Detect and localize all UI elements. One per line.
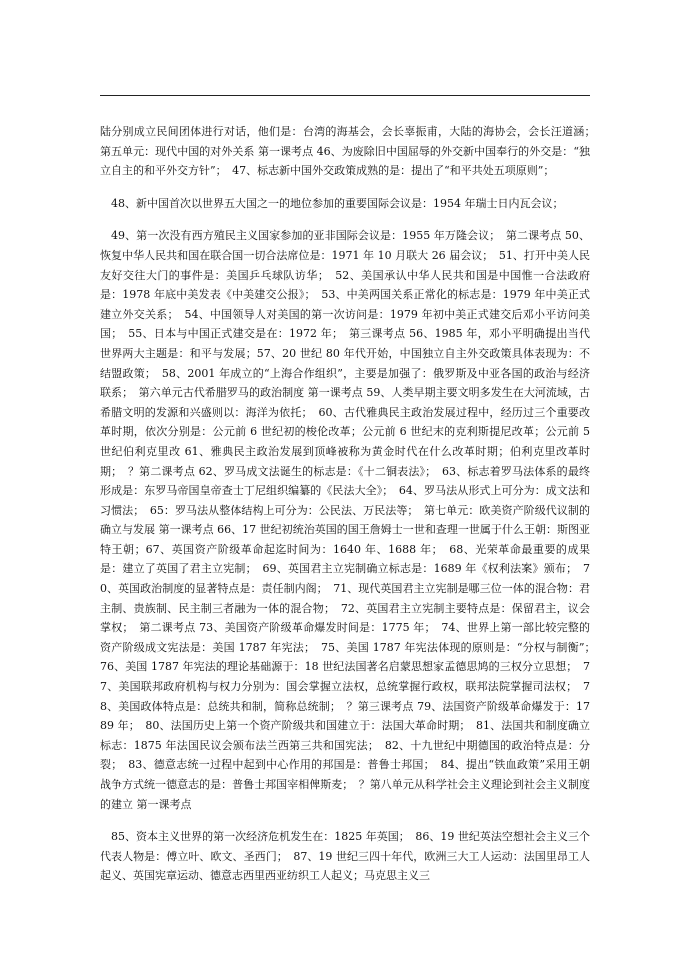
paragraph-continuation: 陆分别成立民间团体进行对话，他们是：台湾的海基会，会长辜振甫，大陆的海协会，会长汪道涵； 第五单元：现代中国的对外关系 第一课考点 46、为废除旧中国屈辱的外交新中国奉行的外交是：“独立自主的和平外交方针”； 47、标志新中国外交政策成熟的是：提出了“和平共处五项原则”； [100,125,601,178]
paragraph-items-85-87: 85、资本主义世界的第一次经济危机发生在：1825 年英国； 86、19 世纪英法空想社会主义三个代表人物是：傅立叶、欧文、圣西门； 87、19 世纪三四十年代，欧洲三大工人运动：法国里昂工人起义、英国宪章运动、德意志西里西亚纺织工人起义；马克思主义三 [100,830,590,883]
header-rule [100,95,590,96]
document-body [100,122,601,886]
paragraph-items-49-84: 49、第一次没有西方殖民主义国家参加的亚非国际会议是：1955 年万隆会议； 第二课考点 50、恢复中华人民共和国在联合国一切合法席位是：1971 年 10 月联大 26 届会议； 51、打开中美人民友好交往大门的事件是：美国乒乓球队访华； 52、美国承认中华人民共和国是中国惟一合法政府是：1978 年底中美发表《中美建交公报》； 53、中美两国关系正常化的标志是：1979 年中美正式建立外交关系； 54、中国领导人对美国的第一次访问是：1979 年初中美正式建交后邓小平访问美国； 55、日本与中国正式建交是在：1972 年； 第三课考点 56、1985 年，邓小平明确提出当代世界两大主题是：和平与发展；57、20 世纪 80 年代开始，中国独立自主外交政策具体表现为：不结盟政策； 58、2001 年成立的“上海合作组织”，主要是加强了：俄罗斯及中亚各国的政治与经济联系； 第六单元古代希腊罗马的政治制度 第一课考点 59、人类早期主要文明多发生在大河流域，古希腊文明的发源和兴盛则以：海洋为依托； 60、古代雅典民主政治发展过程中，经历过三个重要改革时期，依次分别是：公元前 6 世纪初的梭伦改革；公元前 6 世纪末的克利斯提尼改革；公元前 5 世纪伯利克里改 61、雅典民主政治发展到顶峰被称为黄金时代在什么改革时期；伯利克里改革时期； ？第二课考点 62、罗马成文法诞生的标志是：《十二铜表法》； 63、标志着罗马法体系的最终形成是：东罗马帝国皇帝查士丁尼组织编纂的《民法大全》； 64、罗马法从形式上可分为：成文法和习惯法； 65：罗马法从整体结构上可分为：公民法、万民法等； 第七单元：欧美资产阶级代议制的确立与发展 第一课考点 66、17 世纪初统治英国的国王詹姆士一世和查理一世属于什么王朝：斯图亚特王朝；67、英国资产阶级革命起迄时间为：1640 年、1688 年； 68、光荣革命最重要的成果是：建立了英国了君主立宪制； 69、英国君主立宪制确立标志是：1689 年《权利法案》颁布； 70、英国政治制度的显著特点是：责任制内阁； 71、现代英国君主立宪制是哪三位一体的混合物：君主制、贵族制、民主制三者融为一体的混合物； 72、英国君主立宪制主要特点是：保留君主，议会掌权； 第二课考点 73、美国资产阶级革命爆发时间是：1775 年； 74、世界上第一部比较完整的资产阶级成文宪法是：美国 1787 年宪法； 75、美国 1787 年宪法体现的原则是：“分权与制衡”； 76、美国 1787 年宪法的理论基础源于：18 世纪法国著名启蒙思想家孟德思鸠的三权分立思想； 77、美国联邦政府机构与权力分别为：国会掌握立法权，总统掌握行政权，联邦法院掌握司法权； 78、美国政体特点是：总统共和制，简称总统制； ？第三课考点 79、法国资产阶级革命爆发于：1789 年； 80、法国历史上第一个资产阶级共和国建立于：法国大革命时期； 81、法国共和制度确立标志：1875 年法国民议会颁布法兰西第三共和国宪法； 82、十九世纪中期德国的政治特点是：分裂； 83、德意志统一过程中起到中心作用的邦国是：普鲁士邦国； 84、提出“铁血政策”采用王朝战争方式统一德意志的是：普鲁士邦国宰相俾斯麦； ？第八单元从科学社会主义理论到社会主义制度的建立 第一课考点 [100,229,601,811]
paragraph-item-48: 48、新中国首次以世界五大国之一的地位参加的重要国际会议是：1954 年瑞士日内瓦会议； [111,196,564,210]
